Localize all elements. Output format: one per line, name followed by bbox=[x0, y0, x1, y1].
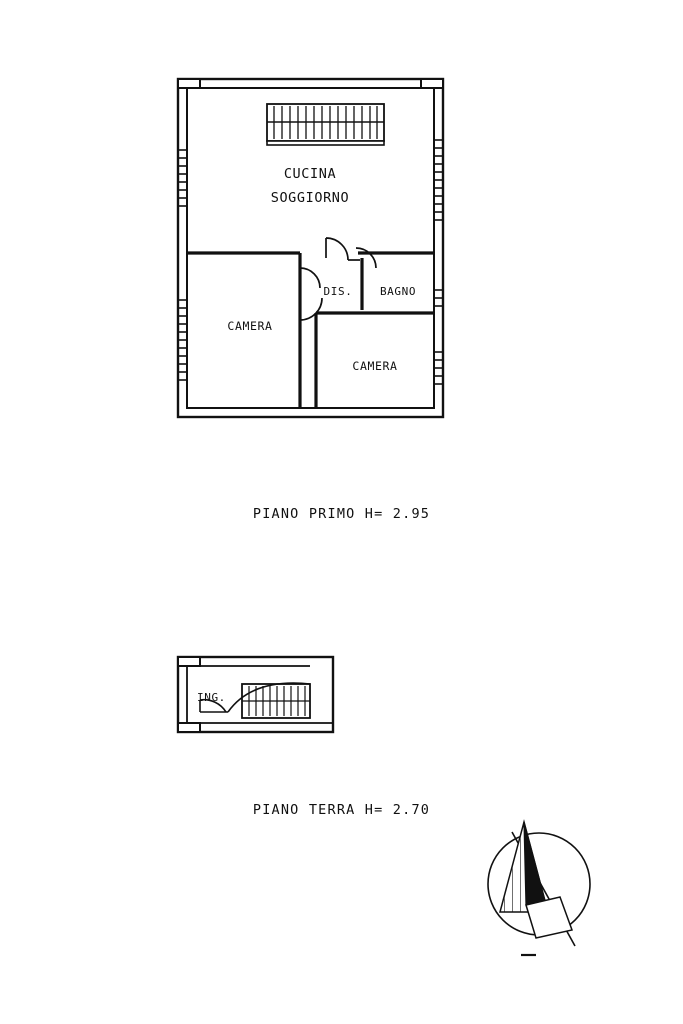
room-label-camera-1: CAMERA bbox=[227, 319, 273, 333]
ground-floor-plan bbox=[178, 657, 333, 732]
north-compass bbox=[488, 822, 590, 955]
staircase-first-floor bbox=[267, 104, 384, 145]
first-floor-internal-walls bbox=[187, 253, 434, 408]
window-marks-left bbox=[178, 150, 187, 380]
caption-first-floor: PIANO PRIMO H= 2.95 bbox=[252, 506, 431, 522]
staircase-ground-floor bbox=[228, 683, 310, 718]
room-label-soggiorno: SOGGIORNO bbox=[270, 190, 350, 206]
room-label-disimpegno: DIS. bbox=[323, 285, 353, 298]
room-label-bagno: BAGNO bbox=[379, 285, 417, 298]
first-floor-wall-caps bbox=[178, 79, 443, 88]
door-swings bbox=[300, 238, 376, 320]
caption-ground-floor: PIANO TERRA H= 2.70 bbox=[252, 802, 431, 818]
window-marks-right bbox=[434, 140, 443, 384]
first-floor-plan bbox=[178, 79, 443, 417]
room-label-ingresso: ING. bbox=[197, 691, 226, 704]
room-label-camera-2: CAMERA bbox=[352, 359, 398, 373]
room-label-cucina: CUCINA bbox=[283, 166, 337, 182]
